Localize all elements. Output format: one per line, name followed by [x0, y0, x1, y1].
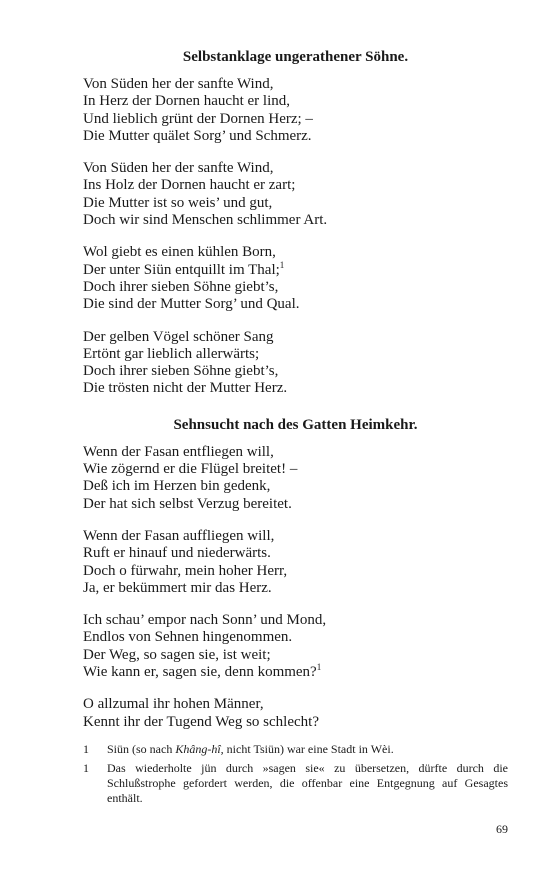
- verse-text: Doch o fürwahr, mein hoher Herr,: [83, 562, 288, 579]
- verse-line: [83, 380, 508, 397]
- verse-line: [83, 647, 508, 664]
- stanza: [83, 76, 508, 145]
- stanza: [83, 612, 508, 681]
- footnote: [83, 742, 508, 757]
- verse-line: [83, 664, 508, 681]
- verse-line: [83, 563, 508, 580]
- verse-line: [83, 363, 508, 380]
- footnote-text-part: Siün (so nach: [107, 742, 176, 756]
- verse-text: Der hat sich selbst Verzug bereitet.: [83, 495, 292, 512]
- footnote-marker: 1: [316, 662, 322, 673]
- verse-line: [83, 629, 508, 646]
- verse-text: Wie kann er, sagen sie, denn kommen?: [83, 664, 317, 681]
- footnote-text: [107, 742, 508, 757]
- verse-line: [83, 329, 508, 346]
- verse-text: Ich schau’ empor nach Sonn’ und Mond,: [83, 612, 327, 629]
- verse-line: [83, 444, 508, 461]
- verse-text: Von Süden her der sanfte Wind,: [83, 76, 274, 92]
- verse-line: [83, 111, 508, 128]
- verse-text: Doch wir sind Menschen schlimmer Art.: [83, 212, 328, 229]
- verse-text: Der Weg, so sagen sie, ist weit;: [83, 646, 271, 663]
- verse-line: [83, 580, 508, 597]
- verse-text: Kennt ihr der Tugend Weg so schlecht?: [83, 713, 319, 730]
- page-number: 69: [496, 822, 508, 836]
- verse-text: Die trösten nicht der Mutter Herz.: [83, 380, 288, 397]
- footnote: [83, 761, 508, 806]
- poem-stanzas: [83, 444, 508, 731]
- verse-line: [83, 93, 508, 110]
- footnotes: [83, 742, 508, 810]
- verse-line: [83, 496, 508, 513]
- verse-line: [83, 346, 508, 363]
- verse-line: [83, 160, 508, 177]
- footnote-text-part: nicht Tsiün) war eine Stadt in Wèi.: [223, 742, 394, 756]
- verse-text: O allzumal ihr hohen Männer,: [83, 696, 264, 713]
- verse-text: Der unter Siün entquillt im Thal;: [83, 261, 280, 278]
- verse-line: [83, 714, 508, 731]
- footnote-italic-term: Khâng-hî,: [175, 742, 224, 756]
- verse-text: In Herz der Dornen haucht er lind,: [83, 93, 290, 110]
- verse-line: [83, 244, 508, 261]
- stanza: [83, 444, 508, 513]
- stanza: [83, 329, 508, 398]
- verse-text: Doch ihrer sieben Söhne giebt’s,: [83, 363, 279, 380]
- verse-line: [83, 296, 508, 313]
- verse-text: Wenn der Fasan auffliegen will,: [83, 527, 275, 544]
- verse-line: [83, 76, 508, 93]
- verse-line: [83, 128, 508, 145]
- verse-text: Und lieblich grünt der Dornen Herz; –: [83, 110, 313, 127]
- verse-line: [83, 696, 508, 713]
- verse-line: [83, 545, 508, 562]
- verse-text: Ruft er hinauf und niederwärts.: [83, 545, 271, 562]
- verse-line: [83, 528, 508, 545]
- verse-text: Ertönt gar lieblich allerwärts;: [83, 345, 260, 362]
- verse-line: [83, 461, 508, 478]
- verse-text: Die sind der Mutter Sorg’ und Qual.: [83, 296, 300, 313]
- footnote-text-part: Das wiederholte jün durch »sagen sie« zu übersetzen, dürfte durch die Schlußstrophe gefordert werden, die offenbar eine Entgegnung auf Gesagtes enthält.: [107, 761, 508, 805]
- footnote-text: [107, 761, 508, 806]
- page-body: [83, 48, 508, 746]
- verse-text: Wie zögernd er die Flügel breitet! –: [83, 461, 298, 478]
- verse-text: Von Süden her der sanfte Wind,: [83, 160, 274, 177]
- verse-line: [83, 212, 508, 229]
- verse-text: Wenn der Fasan entfliegen will,: [83, 443, 274, 460]
- stanza: [83, 244, 508, 313]
- verse-text: Endlos von Sehnen hingenommen.: [83, 629, 293, 646]
- verse-line: [83, 177, 508, 194]
- footnote-marker: 1: [279, 259, 285, 270]
- verse-line: [83, 279, 508, 296]
- verse-line: [83, 612, 508, 629]
- verse-text: Die Mutter quälet Sorg’ und Schmerz.: [83, 127, 312, 144]
- verse-line: [83, 259, 508, 279]
- poem-stanzas: [83, 76, 508, 398]
- verse-text: Ja, er bekümmert mir das Herz.: [83, 579, 272, 596]
- verse-text: Deß ich im Herzen bin gedenk,: [83, 478, 271, 495]
- verse-text: Wol giebt es einen kühlen Born,: [83, 244, 276, 261]
- stanza: [83, 160, 508, 229]
- verse-line: [83, 478, 508, 495]
- verse-text: Ins Holz der Dornen haucht er zart;: [83, 177, 296, 194]
- verse-line: [83, 195, 508, 212]
- verse-text: Die Mutter ist so weis’ und gut,: [83, 194, 273, 211]
- poem-title: Selbstanklage ungerathener Söhne.: [182, 49, 409, 65]
- footnote-number: 1: [83, 761, 89, 775]
- footnote-number: 1: [83, 742, 89, 756]
- verse-text: Der gelben Vögel schöner Sang: [83, 328, 274, 345]
- verse-text: Doch ihrer sieben Söhne giebt’s,: [83, 278, 279, 295]
- poem-title: Sehnsucht nach des Gatten Heimkehr.: [173, 416, 418, 433]
- stanza: [83, 528, 508, 597]
- stanza: [83, 696, 508, 731]
